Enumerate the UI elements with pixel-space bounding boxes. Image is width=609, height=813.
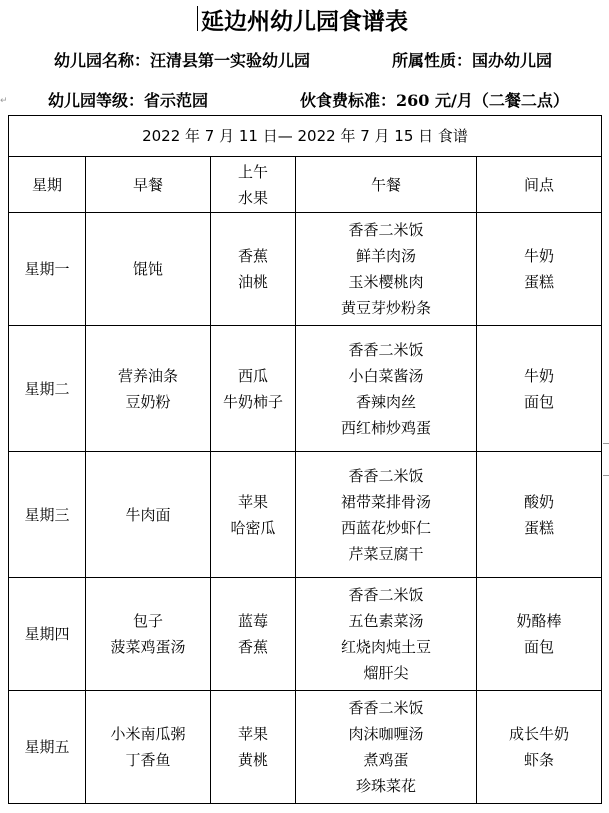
breakfast-cell xyxy=(86,326,211,452)
period-row xyxy=(9,116,602,157)
header-fruit-line1: 上午 xyxy=(237,162,268,181)
lunch-item: 小白菜酱汤 xyxy=(348,366,424,385)
snack-item: 成长牛奶 xyxy=(509,725,570,743)
lunch-item: 西红柿炒鸡蛋 xyxy=(340,418,431,437)
lunch-item: 香香二米饭 xyxy=(348,340,424,359)
snack-cell xyxy=(477,578,602,691)
lunch-cell xyxy=(296,452,477,578)
lunch-item: 熘肝尖 xyxy=(363,664,409,682)
kindergarten-level: 幼儿园等级：省示范园 xyxy=(48,91,209,110)
breakfast-item: 菠菜鸡蛋汤 xyxy=(110,638,186,656)
snack-item: 酸奶 xyxy=(524,492,555,511)
margin-tick-icon xyxy=(603,443,609,444)
lunch-item: 香香二米饭 xyxy=(348,586,424,604)
breakfast-cell xyxy=(86,452,211,578)
lunch-item: 西蓝花炒虾仁 xyxy=(340,518,431,537)
fruit-item: 黄桃 xyxy=(237,751,268,769)
fruit-cell xyxy=(211,578,296,691)
fruit-item: 蓝莓 xyxy=(237,612,268,630)
fruit-cell xyxy=(211,326,296,452)
day-cell: 星期三 xyxy=(9,452,86,578)
lunch-item: 珍珠菜花 xyxy=(355,777,416,795)
fruit-cell xyxy=(211,213,296,326)
breakfast-item: 营养油条 xyxy=(117,366,178,385)
snack-cell xyxy=(477,326,602,452)
header-day: 星期 xyxy=(9,157,86,213)
lunch-item: 裙带菜排骨汤 xyxy=(340,492,431,511)
fruit-cell xyxy=(211,691,296,804)
breakfast-item: 牛肉面 xyxy=(125,505,171,524)
lunch-item: 煮鸡蛋 xyxy=(363,751,409,769)
kindergarten-name: 幼儿园名称：汪清县第一实验幼儿园 xyxy=(54,51,311,70)
snack-cell xyxy=(477,691,602,804)
breakfast-cell xyxy=(86,691,211,804)
period-cell: 2022 年 7 月 11 日— 2022 年 7 月 15 日 食谱 xyxy=(9,116,602,157)
breakfast-item: 包子 xyxy=(132,612,163,630)
day-row xyxy=(9,213,602,326)
snack-cell xyxy=(477,452,602,578)
breakfast-item: 豆奶粉 xyxy=(125,392,171,411)
lunch-cell xyxy=(296,578,477,691)
snack-item: 牛奶 xyxy=(524,366,555,385)
breakfast-cell xyxy=(86,213,211,326)
fruit-item: 苹果 xyxy=(237,725,268,743)
lunch-item: 香香二米饭 xyxy=(348,699,424,717)
lunch-item: 五色素菜汤 xyxy=(348,612,424,630)
breakfast-item: 丁香鱼 xyxy=(125,751,171,769)
lunch-item: 红烧肉炖土豆 xyxy=(340,638,431,656)
breakfast-item: 馄饨 xyxy=(132,260,163,278)
lunch-item: 芹菜豆腐干 xyxy=(348,544,424,563)
lunch-item: 香辣肉丝 xyxy=(355,392,416,411)
menu-table xyxy=(8,115,602,804)
snack-item: 虾条 xyxy=(524,751,555,769)
day-row xyxy=(9,578,602,691)
lunch-cell xyxy=(296,691,477,804)
header-lunch: 午餐 xyxy=(296,157,477,213)
lunch-cell xyxy=(296,326,477,452)
snack-item: 奶酪棒 xyxy=(516,612,562,630)
lunch-item: 香香二米饭 xyxy=(348,221,424,239)
text-cursor xyxy=(197,6,198,31)
meal-fee-standard: 伙食费标准：260 元/月（二餐二点） xyxy=(300,91,569,110)
day-cell: 星期五 xyxy=(9,691,86,804)
fruit-item: 牛奶柿子 xyxy=(222,392,283,411)
snack-item: 蛋糕 xyxy=(524,518,555,537)
day-cell: 星期四 xyxy=(9,578,86,691)
day-cell: 星期一 xyxy=(9,213,86,326)
lunch-item: 玉米樱桃肉 xyxy=(348,273,424,291)
fruit-item: 油桃 xyxy=(237,273,268,291)
day-row xyxy=(9,326,602,452)
day-row xyxy=(9,691,602,804)
fruit-item: 香蕉 xyxy=(237,247,268,265)
header-fruit-line2: 水果 xyxy=(237,188,268,207)
breakfast-item: 小米南瓜粥 xyxy=(110,725,186,743)
snack-cell xyxy=(477,213,602,326)
fruit-cell xyxy=(211,452,296,578)
lunch-item: 香香二米饭 xyxy=(348,466,424,485)
snack-item: 牛奶 xyxy=(524,247,555,265)
lunch-cell xyxy=(296,213,477,326)
kindergarten-nature: 所属性质：国办幼儿园 xyxy=(392,51,553,70)
header-row xyxy=(9,157,602,213)
day-cell: 星期二 xyxy=(9,326,86,452)
lunch-item: 肉沫咖喱汤 xyxy=(348,725,424,743)
margin-tick-icon xyxy=(603,475,609,476)
fruit-item: 苹果 xyxy=(237,492,268,511)
snack-item: 面包 xyxy=(524,638,555,656)
day-row xyxy=(9,452,602,578)
paragraph-mark-icon: ↵ xyxy=(0,96,8,106)
header-fruit xyxy=(211,157,296,213)
breakfast-cell xyxy=(86,578,211,691)
fruit-item: 西瓜 xyxy=(237,366,268,385)
lunch-item: 鲜羊肉汤 xyxy=(355,247,416,265)
header-breakfast: 早餐 xyxy=(86,157,211,213)
fruit-item: 香蕉 xyxy=(237,638,268,656)
fruit-item: 哈密瓜 xyxy=(230,518,276,537)
snack-item: 蛋糕 xyxy=(524,273,555,291)
page-title: 延边州幼儿园食谱表 xyxy=(201,8,408,35)
header-snack: 间点 xyxy=(477,157,602,213)
snack-item: 面包 xyxy=(524,392,555,411)
lunch-item: 黄豆芽炒粉条 xyxy=(340,299,431,317)
